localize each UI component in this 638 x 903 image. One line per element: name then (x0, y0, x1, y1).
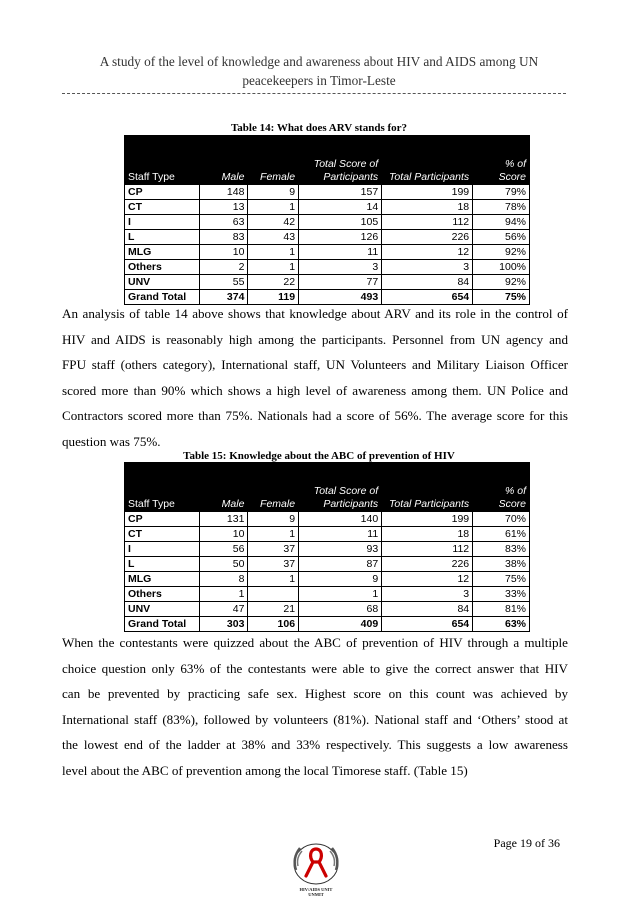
paragraph-line: An analysis of table 14 above shows that knowledge about ARV and its role in the control of (62, 306, 568, 321)
header-divider (62, 93, 566, 94)
male-cell: 56 (200, 542, 248, 557)
table-row (125, 185, 530, 200)
total-male-cell: 374 (200, 290, 248, 305)
table-row (125, 215, 530, 230)
male-cell: 63 (200, 215, 248, 230)
table-row (125, 200, 530, 215)
score-cell: 11 (299, 245, 382, 260)
female-cell: 9 (248, 185, 299, 200)
column-header: Total Score of Participants (299, 136, 382, 185)
total-score-cell: 409 (299, 617, 382, 632)
total-female-cell: 119 (248, 290, 299, 305)
participants-cell: 3 (382, 260, 473, 275)
column-header: Total Participants (382, 463, 473, 512)
participants-cell: 226 (382, 557, 473, 572)
participants-cell: 112 (382, 215, 473, 230)
table-row (125, 587, 530, 602)
table15 (124, 462, 530, 632)
staff-type-cell: CT (125, 200, 200, 215)
paragraph-line: FPU staff (others category), International staff, UN Volunteers and Military Liaison Officer (62, 357, 568, 373)
score-cell: 77 (299, 275, 382, 290)
participants-cell: 199 (382, 185, 473, 200)
participants-cell: 112 (382, 542, 473, 557)
score-cell: 126 (299, 230, 382, 245)
table-row (125, 527, 530, 542)
total-pct-cell: 75% (473, 290, 530, 305)
table-row (125, 275, 530, 290)
column-header: Male (200, 136, 248, 185)
page-number: Page 19 of 36 (493, 836, 560, 850)
paragraph-line: scored more than 90% which shows a high level of awareness among them. UN Police and (62, 382, 568, 398)
male-cell: 2 (200, 260, 248, 275)
paragraph-line: HIV and AIDS is reasonably high among the participants. Personnel from UN agency and (62, 331, 568, 347)
female-cell: 1 (248, 260, 299, 275)
male-cell: 10 (200, 245, 248, 260)
participants-cell: 18 (382, 200, 473, 215)
paragraph-line: level about the ABC of prevention among the local Timorese staff. (Table 15) (62, 762, 468, 778)
pct-cell: 94% (473, 215, 530, 230)
staff-type-cell: Others (125, 260, 200, 275)
participants-cell: 226 (382, 230, 473, 245)
pct-cell: 100% (473, 260, 530, 275)
total-participants-cell: 654 (382, 617, 473, 632)
table-row (125, 245, 530, 260)
column-header: Staff Type (125, 463, 200, 512)
total-participants-cell: 654 (382, 290, 473, 305)
table-header-row (125, 136, 530, 185)
table-row (125, 542, 530, 557)
pct-cell: 61% (473, 527, 530, 542)
column-header: % of Score (473, 136, 530, 185)
pct-cell: 75% (473, 572, 530, 587)
score-cell: 1 (299, 587, 382, 602)
female-cell: 37 (248, 542, 299, 557)
table15-caption: Table 15: Knowledge about the ABC of prevention of HIV (183, 450, 455, 462)
column-header: Total Score of Participants (299, 463, 382, 512)
pct-cell: 83% (473, 542, 530, 557)
paragraph-abc-prevention (62, 630, 568, 784)
table-row (125, 260, 530, 275)
female-cell: 1 (248, 200, 299, 215)
female-cell: 9 (248, 512, 299, 527)
participants-cell: 84 (382, 275, 473, 290)
pct-cell: 70% (473, 512, 530, 527)
participants-cell: 18 (382, 527, 473, 542)
table14-caption: Table 14: What does ARV stands for? (230, 122, 408, 134)
female-cell: 1 (248, 245, 299, 260)
female-cell: 42 (248, 215, 299, 230)
staff-type-cell: MLG (125, 245, 200, 260)
logo-caption: HIV/AIDS UNIT UNMIT (299, 887, 333, 897)
total-pct-cell: 63% (473, 617, 530, 632)
pct-cell: 92% (473, 245, 530, 260)
score-cell: 9 (299, 572, 382, 587)
female-cell: 22 (248, 275, 299, 290)
paragraph-line: question was 75%. (62, 433, 161, 449)
paragraph-analysis-table14 (62, 301, 568, 455)
score-cell: 87 (299, 557, 382, 572)
score-cell: 157 (299, 185, 382, 200)
paragraph-line: can be prevented by practicing safe sex. Highest score on this count was achieved by (62, 686, 568, 702)
female-cell: 21 (248, 602, 299, 617)
column-header: Female (248, 463, 299, 512)
column-header: Total Participants (382, 136, 473, 185)
total-score-cell: 493 (299, 290, 382, 305)
staff-type-cell: MLG (125, 572, 200, 587)
participants-cell: 199 (382, 512, 473, 527)
male-cell: 55 (200, 275, 248, 290)
staff-type-cell: Others (125, 587, 200, 602)
participants-cell: 12 (382, 572, 473, 587)
document-header (60, 52, 578, 90)
total-male-cell: 303 (200, 617, 248, 632)
male-cell: 50 (200, 557, 248, 572)
participants-cell: 84 (382, 602, 473, 617)
grand-total-label: Grand Total (125, 290, 200, 305)
participants-cell: 12 (382, 245, 473, 260)
header-title-line2: peacekeepers in Timor-Leste (242, 73, 396, 88)
staff-type-cell: CT (125, 527, 200, 542)
male-cell: 10 (200, 527, 248, 542)
pct-cell: 79% (473, 185, 530, 200)
score-cell: 3 (299, 260, 382, 275)
score-cell: 68 (299, 602, 382, 617)
paragraph-line: Contractors scored more than 75%. Nationals had a score of 56%. The average score for this (62, 408, 568, 424)
male-cell: 131 (200, 512, 248, 527)
pct-cell: 78% (473, 200, 530, 215)
table-row (125, 557, 530, 572)
staff-type-cell: I (125, 542, 200, 557)
male-cell: 13 (200, 200, 248, 215)
score-cell: 105 (299, 215, 382, 230)
staff-type-cell: UNV (125, 602, 200, 617)
table-row (125, 602, 530, 617)
female-cell: 1 (248, 527, 299, 542)
pct-cell: 33% (473, 587, 530, 602)
pct-cell: 81% (473, 602, 530, 617)
column-header: Male (200, 463, 248, 512)
column-header: % of Score (473, 463, 530, 512)
table-row (125, 572, 530, 587)
column-header: Female (248, 136, 299, 185)
female-cell: 43 (248, 230, 299, 245)
pct-cell: 38% (473, 557, 530, 572)
staff-type-cell: CP (125, 185, 200, 200)
female-cell (248, 587, 299, 602)
staff-type-cell: L (125, 230, 200, 245)
table-row (125, 512, 530, 527)
header-title-line1: A study of the level of knowledge and awareness about HIV and AIDS among UN (99, 54, 539, 69)
male-cell: 148 (200, 185, 248, 200)
pct-cell: 56% (473, 230, 530, 245)
staff-type-cell: L (125, 557, 200, 572)
male-cell: 83 (200, 230, 248, 245)
grand-total-label: Grand Total (125, 617, 200, 632)
paragraph-line: International staff (83%), followed by volunteers (81%). National staff and ‘Others’ stood at (62, 711, 568, 727)
female-cell: 37 (248, 557, 299, 572)
score-cell: 11 (299, 527, 382, 542)
male-cell: 8 (200, 572, 248, 587)
participants-cell: 3 (382, 587, 473, 602)
table-row (125, 230, 530, 245)
pct-cell: 92% (473, 275, 530, 290)
score-cell: 93 (299, 542, 382, 557)
paragraph-line: When the contestants were quizzed about the ABC of prevention of HIV through a multiple (62, 635, 568, 650)
male-cell: 47 (200, 602, 248, 617)
score-cell: 140 (299, 512, 382, 527)
staff-type-cell: I (125, 215, 200, 230)
paragraph-line: the lowest end of the ladder at 38% and 33% respectively. This suggests a low awareness (62, 737, 568, 753)
male-cell: 1 (200, 587, 248, 602)
column-header: Staff Type (125, 136, 200, 185)
score-cell: 14 (299, 200, 382, 215)
table-header-row (125, 463, 530, 512)
female-cell: 1 (248, 572, 299, 587)
paragraph-line: choice question only 63% of the contestants were able to give the correct answer that HIV (62, 660, 568, 676)
table14 (124, 135, 530, 305)
staff-type-cell: CP (125, 512, 200, 527)
staff-type-cell: UNV (125, 275, 200, 290)
total-female-cell: 106 (248, 617, 299, 632)
